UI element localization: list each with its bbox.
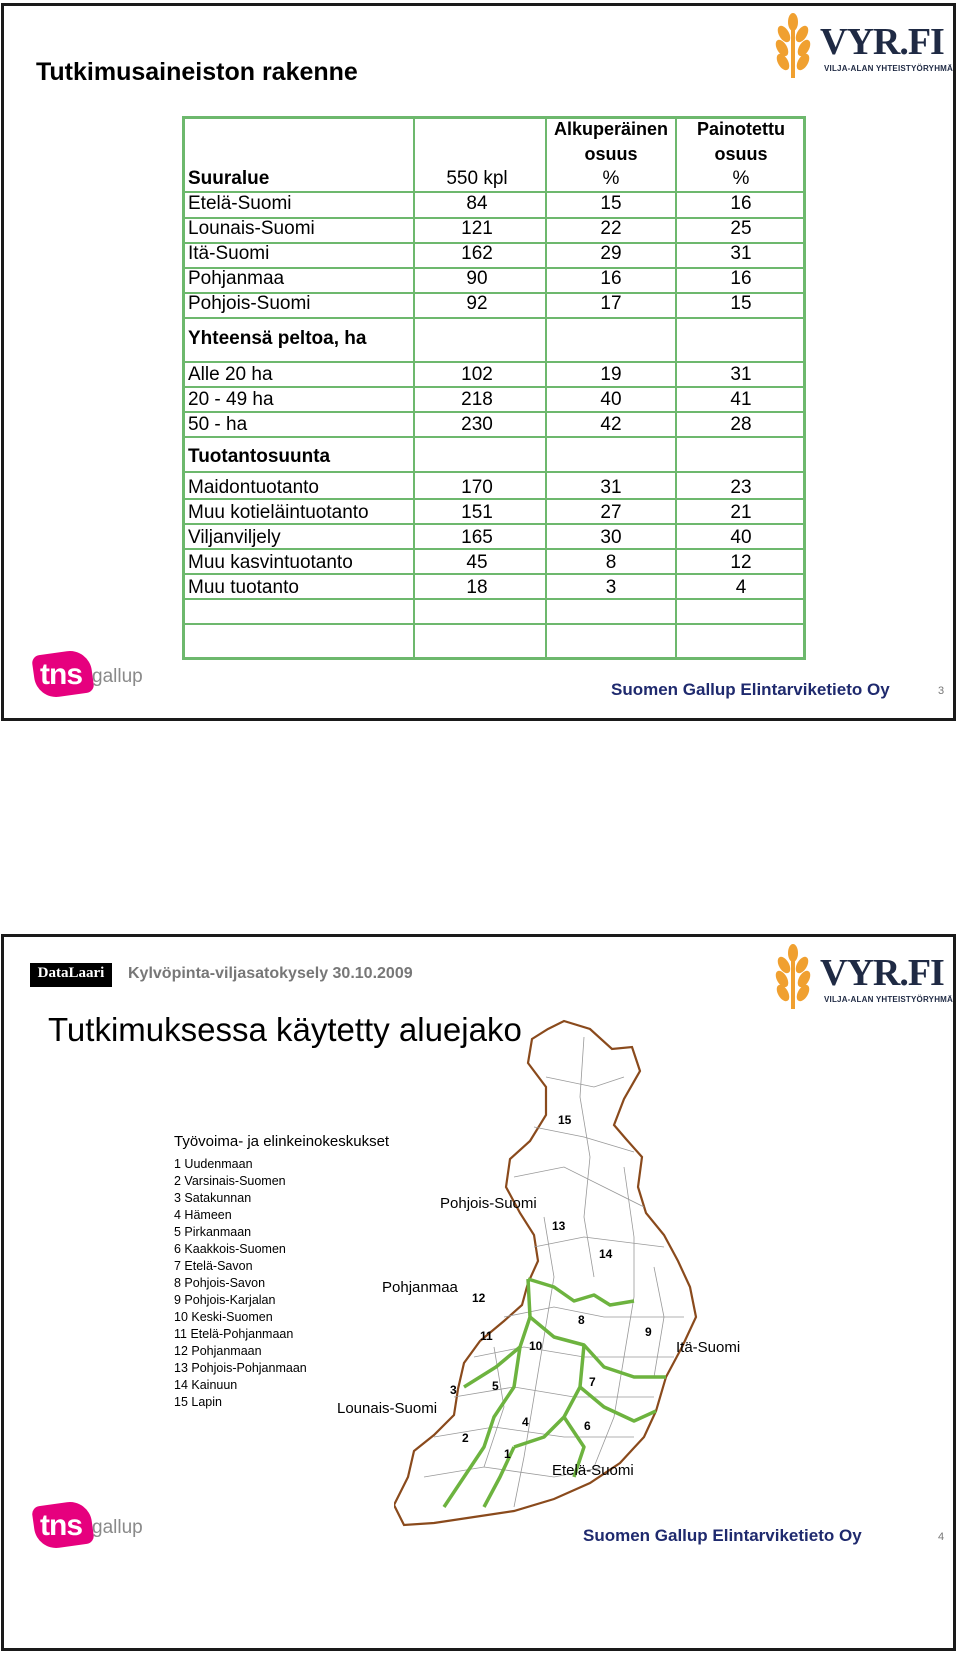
row-count: 151: [461, 502, 493, 523]
vyr-brand: VYR.FI: [820, 21, 944, 63]
datalaari-logo: DataLaari: [30, 963, 112, 987]
map-number: 3: [450, 1383, 457, 1397]
row-weighted: 21: [730, 502, 752, 523]
row-count: 230: [461, 414, 493, 435]
vyr-tagline: VILJA-ALAN YHTEISTYÖRYHMÄ: [824, 995, 954, 1004]
region-label-lounais: Lounais-Suomi: [337, 1400, 438, 1417]
legend-item: 11 Etelä-Pohjanmaan: [174, 1327, 294, 1341]
row-count: 92: [466, 293, 488, 314]
vyr-brand: VYR.FI: [820, 952, 944, 994]
row-count: 170: [461, 477, 493, 498]
section-production: Tuotantosuunta: [188, 446, 331, 467]
row-orig: 17: [600, 293, 622, 314]
row-orig: 15: [600, 193, 622, 214]
row-label: 20 - 49 ha: [188, 389, 274, 410]
legend-item: 14 Kainuun: [174, 1378, 238, 1392]
header-orig-line2: osuus: [584, 144, 638, 164]
page-title: Tutkimuksessa käytetty aluejako: [48, 1011, 522, 1048]
row-count: 121: [461, 218, 493, 239]
row-count: 45: [466, 552, 488, 573]
legend-item: 1 Uudenmaan: [174, 1157, 253, 1171]
row-orig: 22: [600, 218, 622, 239]
row-weighted: 41: [730, 389, 752, 410]
vyr-tagline: VILJA-ALAN YHTEISTYÖRYHMÄ: [824, 64, 954, 73]
row-label: Lounais-Suomi: [188, 218, 315, 239]
map-number: 2: [462, 1431, 469, 1445]
vyr-logo: [768, 943, 953, 1011]
wheat-icon: [768, 12, 818, 80]
row-label: 50 - ha: [188, 414, 248, 435]
row-label: Itä-Suomi: [188, 243, 270, 264]
legend-item: 2 Varsinais-Suomen: [174, 1174, 286, 1188]
legend-item: 10 Keski-Suomen: [174, 1310, 273, 1324]
map-number: 5: [492, 1379, 499, 1393]
survey-title: Kylvöpinta-viljasatokysely 30.10.2009: [128, 965, 413, 982]
section-suuralue: Suuralue: [188, 168, 270, 189]
page-number: 4: [938, 1531, 945, 1543]
page-number: 3: [938, 685, 945, 697]
map-outline: [394, 1021, 696, 1525]
map-number: 12: [472, 1291, 486, 1305]
row-orig: 3: [605, 577, 617, 598]
row-label: Viljanviljely: [188, 527, 281, 548]
row-label: Muu kotieläintuotanto: [188, 502, 369, 523]
row-count: 165: [461, 527, 493, 548]
map-number: 9: [645, 1325, 652, 1339]
row-count: 90: [466, 268, 488, 289]
legend-item: 9 Pohjois-Karjalan: [174, 1293, 276, 1307]
legend-item: 5 Pirkanmaan: [174, 1225, 252, 1239]
header-orig-line1: Alkuperäinen: [553, 119, 669, 139]
region-label-pohjanmaa: Pohjanmaa: [382, 1279, 458, 1296]
header-weighted-line1: Painotettu: [697, 119, 785, 139]
section-area: Yhteensä peltoa, ha: [188, 328, 367, 349]
map-number: 8: [578, 1313, 585, 1327]
row-weighted: 16: [730, 268, 752, 289]
row-weighted: 31: [730, 243, 752, 264]
map-number: 6: [584, 1419, 591, 1433]
row-label: Alle 20 ha: [188, 364, 273, 385]
row-weighted: 12: [730, 552, 752, 573]
header-count: 550 kpl: [446, 168, 508, 189]
row-label: Muu tuotanto: [188, 577, 299, 598]
row-label: Maidontuotanto: [188, 477, 319, 498]
vyr-logo: [768, 12, 953, 80]
legend-item: 12 Pohjanmaan: [174, 1344, 262, 1358]
map-number: 4: [522, 1415, 529, 1429]
region-label-pohjois: Pohjois-Suomi: [440, 1195, 537, 1212]
legend-item: 13 Pohjois-Pohjanmaan: [174, 1361, 307, 1375]
row-weighted: 28: [730, 414, 752, 435]
row-label: Pohjois-Suomi: [188, 293, 311, 314]
row-label: Pohjanmaa: [188, 268, 285, 289]
region-label-ita: Itä-Suomi: [676, 1339, 741, 1356]
row-weighted: 40: [730, 527, 752, 548]
row-weighted: 4: [735, 577, 747, 598]
map-number: 10: [529, 1339, 543, 1353]
map-number: 7: [589, 1375, 596, 1389]
header-orig-unit: %: [602, 168, 620, 189]
tns-text: tns: [40, 1509, 82, 1542]
row-orig: 27: [600, 502, 622, 523]
row-orig: 19: [600, 364, 622, 385]
tns-gallup-logo: [30, 1497, 143, 1549]
header-weighted-unit: %: [732, 168, 750, 189]
row-orig: 40: [600, 389, 622, 410]
row-count: 162: [461, 243, 493, 264]
legend-item: 4 Hämeen: [174, 1208, 232, 1222]
slide-research-structure: [1, 3, 956, 721]
row-orig: 8: [605, 552, 617, 573]
map-number: 14: [599, 1247, 613, 1261]
legend-item: 7 Etelä-Savon: [174, 1259, 253, 1273]
map-number: 11: [480, 1329, 493, 1343]
legend-item: 8 Pohjois-Savon: [174, 1276, 266, 1290]
row-count: 102: [461, 364, 493, 385]
gallup-text: gallup: [92, 1517, 143, 1538]
map-number: 15: [558, 1113, 572, 1127]
row-weighted: 23: [730, 477, 752, 498]
map-number: 13: [552, 1219, 566, 1233]
row-weighted: 25: [730, 218, 752, 239]
legend-title: Työvoima- ja elinkeinokeskukset: [174, 1133, 390, 1150]
legend-item: 6 Kaakkois-Suomen: [174, 1242, 286, 1256]
row-orig: 31: [600, 477, 622, 498]
row-orig: 16: [600, 268, 622, 289]
header-weighted-line2: osuus: [714, 144, 768, 164]
wheat-icon: [768, 943, 818, 1011]
page-title: Tutkimusaineiston rakenne: [36, 58, 358, 86]
slide-region-division: [1, 934, 956, 1651]
row-weighted: 15: [730, 293, 752, 314]
legend-item: 3 Satakunnan: [174, 1191, 252, 1205]
region-label-etela: Etelä-Suomi: [552, 1462, 634, 1479]
tns-text: tns: [40, 658, 82, 691]
row-weighted: 16: [730, 193, 752, 214]
row-label: Etelä-Suomi: [188, 193, 292, 214]
row-count: 218: [461, 389, 493, 410]
row-orig: 29: [600, 243, 622, 264]
map-number: 1: [504, 1447, 511, 1461]
gallup-text: gallup: [92, 666, 143, 687]
company-name: Suomen Gallup Elintarviketieto Oy: [611, 680, 890, 699]
company-name: Suomen Gallup Elintarviketieto Oy: [583, 1526, 862, 1545]
legend-item: 15 Lapin: [174, 1395, 222, 1409]
tns-gallup-logo: [30, 646, 143, 698]
row-label: Muu kasvintuotanto: [188, 552, 353, 573]
row-orig: 30: [600, 527, 622, 548]
row-count: 84: [466, 193, 488, 214]
row-orig: 42: [600, 414, 622, 435]
row-count: 18: [466, 577, 488, 598]
row-weighted: 31: [730, 364, 752, 385]
